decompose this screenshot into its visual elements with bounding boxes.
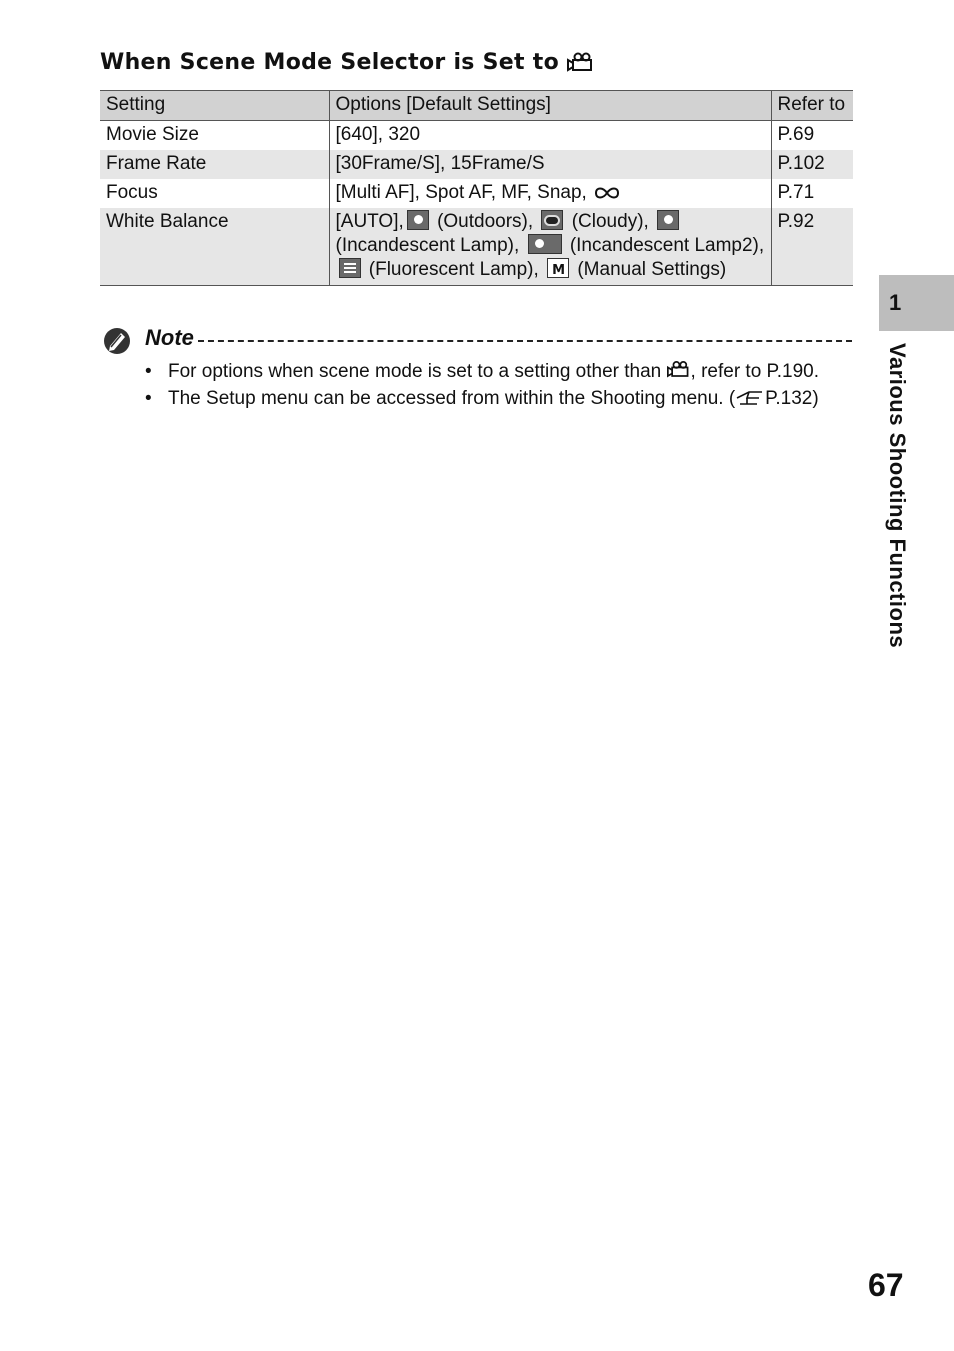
table-row	[100, 121, 853, 151]
movie-camera-icon	[667, 360, 691, 380]
options-cell	[329, 179, 771, 208]
note-text-suffix: , refer to P.190.	[690, 361, 820, 382]
manual-settings-icon	[547, 258, 569, 278]
table-row	[100, 208, 853, 286]
cloudy-icon	[541, 210, 563, 230]
refer-cell: P.71	[771, 179, 853, 208]
options-cell	[329, 208, 771, 286]
note-text: For options when scene mode is set to a setting other than	[168, 361, 662, 382]
infinity-icon	[592, 185, 622, 201]
table-header-row	[100, 91, 853, 121]
options-text: [Multi AF], Spot AF, MF, Snap,	[335, 182, 587, 203]
wb-outdoors-text: (Outdoors),	[437, 211, 534, 232]
list-item	[145, 358, 819, 385]
movie-camera-icon	[567, 52, 595, 74]
note-divider	[198, 340, 852, 342]
setting-cell: Focus	[106, 182, 158, 203]
setting-cell: Frame Rate	[100, 150, 329, 179]
page-number: 67	[868, 1267, 904, 1303]
refer-cell: P.92	[771, 208, 853, 286]
wb-cloudy-text: (Cloudy),	[571, 211, 649, 232]
column-header-setting: Setting	[100, 91, 329, 121]
fluorescent-icon	[339, 258, 361, 278]
refer-cell: P.102	[771, 150, 853, 179]
setting-cell: Movie Size	[106, 124, 199, 145]
wb-fluorescent-text: (Fluorescent Lamp),	[368, 259, 539, 280]
options-cell: [640], 320	[329, 121, 771, 151]
note-title: Note	[145, 325, 194, 350]
wb-incandescent2-text: (Incandescent Lamp2),	[569, 235, 765, 256]
outdoors-icon	[407, 210, 429, 230]
settings-table	[100, 90, 853, 286]
column-header-refer: Refer to	[771, 91, 853, 121]
refer-cell: P.69	[771, 121, 853, 151]
chapter-title: Various Shooting Functions	[885, 343, 910, 649]
options-cell: [30Frame/S], 15Frame/S	[329, 150, 771, 179]
note-text-suffix: P.132)	[765, 388, 819, 409]
table-row	[100, 179, 853, 208]
incandescent-2-icon	[528, 234, 562, 254]
section-heading-text: When Scene Mode Selector is Set to	[100, 50, 560, 75]
table-row	[100, 150, 853, 179]
wb-incandescent-text: (Incandescent Lamp),	[335, 235, 520, 256]
chapter-number: 1	[889, 290, 902, 315]
note-list	[145, 358, 819, 412]
list-item	[145, 385, 819, 412]
setting-cell: White Balance	[100, 208, 329, 286]
wb-auto-text: [AUTO],	[335, 211, 404, 232]
note-pencil-icon	[102, 326, 132, 356]
pointing-hand-icon	[735, 389, 765, 407]
section-heading	[100, 50, 595, 75]
note-text: The Setup menu can be accessed from within the Shooting menu. (	[168, 388, 736, 409]
chapter-tab	[879, 275, 954, 331]
incandescent-icon	[657, 210, 679, 230]
column-header-options: Options [Default Settings]	[329, 91, 771, 121]
wb-manual-text: (Manual Settings)	[577, 259, 727, 280]
